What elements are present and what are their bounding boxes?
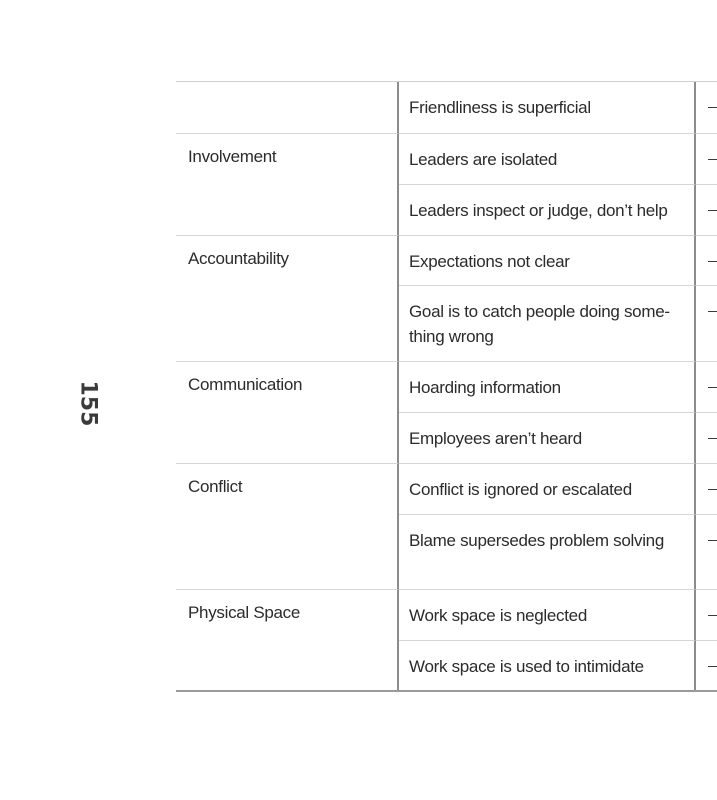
description-cell: Employees aren’t heard xyxy=(399,412,696,463)
description-cell: Leaders inspect or judge, don’t help xyxy=(399,184,696,235)
dash-mark xyxy=(708,261,717,262)
dash-mark xyxy=(708,311,717,312)
mark-cell xyxy=(696,640,717,690)
dash-mark xyxy=(708,159,717,160)
table-row xyxy=(176,235,717,285)
table-row xyxy=(176,361,717,412)
description-cell: Friendliness is superficial xyxy=(399,82,696,133)
mark-cell xyxy=(696,235,717,285)
page-number: 155 xyxy=(75,380,101,427)
table-row xyxy=(176,285,717,361)
description-cell: Blame supersedes problem solving xyxy=(399,514,696,589)
description-cell: Leaders are isolated xyxy=(399,133,696,184)
table-row xyxy=(176,82,717,133)
description-cell: Goal is to catch people doing some- thing wrong xyxy=(399,285,696,361)
category-cell: Physical Space xyxy=(176,589,399,640)
description-cell: Expectations not clear xyxy=(399,235,696,285)
table-row xyxy=(176,184,717,235)
category-cell: Accountability xyxy=(176,235,399,285)
table-row xyxy=(176,133,717,184)
category-cell xyxy=(176,184,399,235)
dash-mark xyxy=(708,540,717,541)
mark-cell xyxy=(696,285,717,361)
description-cell: Work space is used to intimidate xyxy=(399,640,696,690)
dash-mark xyxy=(708,489,717,490)
category-cell xyxy=(176,412,399,463)
dash-mark xyxy=(708,387,717,388)
mark-cell xyxy=(696,82,717,133)
table-row xyxy=(176,640,717,690)
mark-cell xyxy=(696,514,717,589)
category-cell: Conflict xyxy=(176,463,399,514)
mark-cell xyxy=(696,184,717,235)
mark-cell xyxy=(696,361,717,412)
dash-mark xyxy=(708,438,717,439)
mark-cell xyxy=(696,589,717,640)
category-cell xyxy=(176,285,399,361)
mark-cell xyxy=(696,463,717,514)
mark-cell xyxy=(696,133,717,184)
dash-mark xyxy=(708,107,717,108)
dash-mark xyxy=(708,666,717,667)
table-row xyxy=(176,514,717,589)
mark-cell xyxy=(696,412,717,463)
table-row xyxy=(176,463,717,514)
description-cell: Work space is neglected xyxy=(399,589,696,640)
description-cell: Hoarding information xyxy=(399,361,696,412)
category-cell: Involvement xyxy=(176,133,399,184)
table-row xyxy=(176,589,717,640)
category-cell: Communication xyxy=(176,361,399,412)
description-cell: Conflict is ignored or escalated xyxy=(399,463,696,514)
culture-signs-table xyxy=(176,81,717,692)
category-cell xyxy=(176,514,399,589)
category-cell xyxy=(176,640,399,690)
category-cell xyxy=(176,82,399,133)
table-row xyxy=(176,412,717,463)
dash-mark xyxy=(708,210,717,211)
dash-mark xyxy=(708,615,717,616)
